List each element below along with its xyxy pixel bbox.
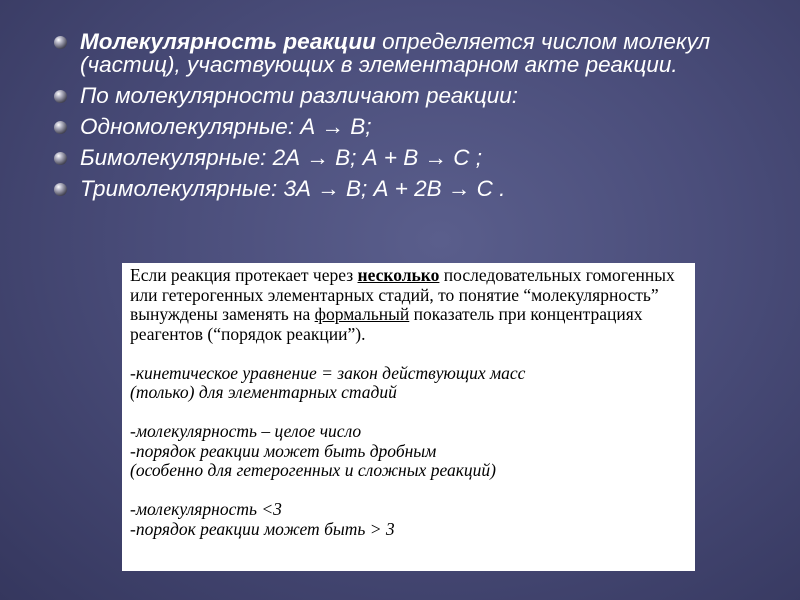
note-line: -кинетическое уравнение = закон действующих масс (130, 362, 526, 383)
note-text: последовательных гомогенных или гетерогенных элементарных стадий, то понятие “молекулярность” вынуждены заменять на (130, 265, 675, 324)
note-line: -молекулярность <3 (130, 499, 282, 519)
note-paragraph (130, 266, 687, 344)
term-label: Молекулярность реакции (80, 29, 376, 54)
note-line: -порядок реакции может быть > 3 (130, 518, 395, 539)
bullet-text: По молекулярности различают реакции: (80, 83, 519, 108)
bullet-item-trimolecular (50, 177, 770, 200)
bullet-item-definition (50, 30, 770, 76)
bullet-item-unimolecular (50, 115, 770, 138)
bullet-icon (54, 152, 67, 165)
note-line: (только) для элементарных стадий (130, 382, 397, 402)
bullet-icon (54, 183, 67, 196)
bullet-list (50, 30, 770, 208)
bullet-text: Бимолекулярные: 2А → В; А + В → С ; (80, 145, 483, 170)
bullet-text: Одномолекулярные: А → В; (80, 114, 372, 139)
bullet-item-classification (50, 84, 770, 107)
bullet-item-bimolecular (50, 146, 770, 169)
bullet-text: Тримолекулярные: 3А → В; А + 2В → С . (80, 176, 506, 201)
note-line: (особенно для гетерогенных и сложных реакций) (130, 460, 497, 480)
note-text: показатель при концентрациях реагентов (“порядок реакции”). (130, 304, 643, 344)
note-line: -порядок реакции может быть дробным (130, 440, 437, 461)
definition-text: определяется числом молекул (частиц), участвующих в элементарном акте реакции. (80, 29, 711, 77)
emphasis-formal: формальный (314, 304, 410, 324)
note-box (122, 263, 695, 571)
bullet-icon (54, 90, 67, 103)
bullet-icon (54, 121, 67, 134)
emphasis-several: несколько (357, 265, 440, 285)
note-line: -молекулярность – целое число (130, 421, 362, 441)
bullet-icon (54, 36, 67, 49)
note-text: Если реакция протекает через (130, 265, 358, 285)
